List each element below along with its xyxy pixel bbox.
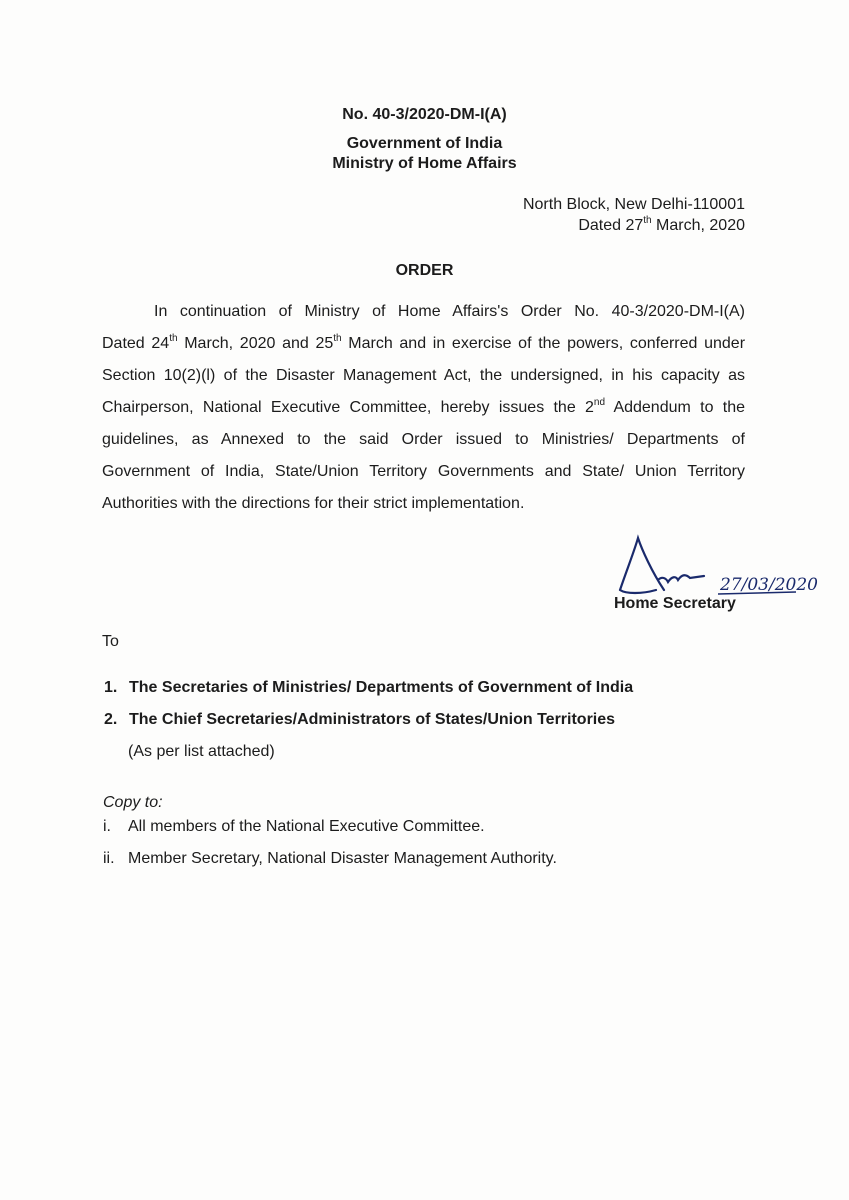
body-line: Chairperson, National Executive Committee, hereby issues the 2nd Addendum to the xyxy=(102,396,745,416)
address-line: North Block, New Delhi-110001 xyxy=(522,196,745,213)
copy-item: i. All members of the National Executive Committee. xyxy=(103,818,485,835)
body-line: Authorities with the directions for their strict implementation. xyxy=(102,495,525,512)
recipient-item: 2. The Chief Secretaries/Administrators of States/Union Territories xyxy=(104,711,616,728)
copy-to-label: Copy to: xyxy=(103,794,163,811)
government-heading: Government of India xyxy=(346,135,503,152)
order-body xyxy=(102,296,745,520)
to-label: To xyxy=(102,633,119,650)
recipient-item: 1. The Secretaries of Ministries/ Departments of Government of India xyxy=(104,679,634,696)
recipients-note: (As per list attached) xyxy=(128,743,275,760)
copy-item: ii. Member Secretary, National Disaster Management Authority. xyxy=(103,850,557,867)
signature-date: 27/03/2020 xyxy=(720,575,818,595)
date-line: Dated 27th March, 2020 xyxy=(578,214,745,234)
signatory-title: Home Secretary xyxy=(614,595,736,612)
body-line: Section 10(2)(l) of the Disaster Management Act, the undersigned, in his capacity as xyxy=(102,367,745,384)
body-line: Government of India, State/Union Territory Governments and State/ Union Territory xyxy=(102,463,745,480)
reference-number: No. 40-3/2020-DM-I(A) xyxy=(342,106,507,123)
body-line: guidelines, as Annexed to the said Order issued to Ministries/ Departments of xyxy=(102,431,745,448)
body-line: In continuation of Ministry of Home Affairs's Order No. 40-3/2020-DM-I(A) xyxy=(154,303,745,320)
ministry-heading: Ministry of Home Affairs xyxy=(332,155,517,172)
order-title: ORDER xyxy=(395,262,454,279)
body-line: Dated 24th March, 2020 and 25th March and in exercise of the powers, conferred under xyxy=(102,332,746,352)
